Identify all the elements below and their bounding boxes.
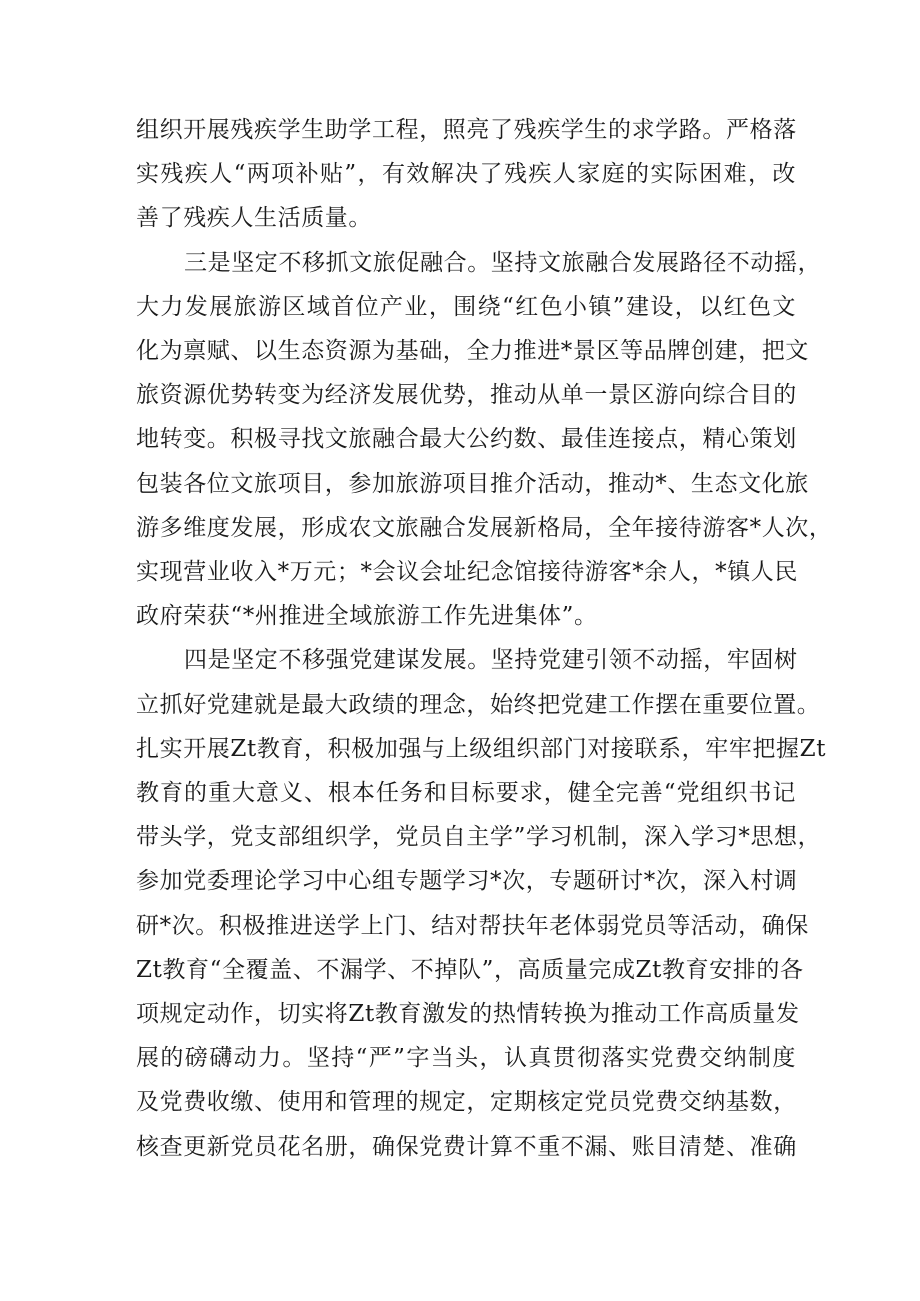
- text-line: 立抓好党建就是最大政绩的理念，始终把党建工作摆在重要位置。: [136, 691, 821, 718]
- text-line: 包装各位文旅项目，参加旅游项目推介活动，推动*、生态文化旅: [136, 470, 809, 497]
- paragraph-assistance-continuation: [136, 108, 796, 241]
- text-line: 扎实开展Zt教育，积极加强与上级组织部门对接联系，牢牢把握Zt: [136, 735, 827, 762]
- text-line: 大力发展旅游区域首位产业，围绕“红色小镇”建设，以红色文: [136, 293, 796, 320]
- text-line: 善了残疾人生活质量。: [136, 205, 372, 232]
- text-line: 研*次。积极推进送学上门、结对帮扶年老体弱党员等活动，确保: [136, 912, 809, 939]
- document-body: [136, 108, 833, 1169]
- text-line: 实残疾人“两项补贴”，有效解决了残疾人家庭的实际困难，改: [136, 161, 796, 188]
- text-line: 及党费收缴、使用和管理的规定，定期核定党员党费交纳基数，: [136, 1089, 797, 1116]
- text-line: 三是坚定不移抓文旅促融合。坚持文旅融合发展路径不动摇，: [184, 249, 822, 276]
- text-line: 旅资源优势转变为经济发展优势，推动从单一景区游向综合目的: [136, 382, 797, 409]
- text-line: 核查更新党员花名册，确保党费计算不重不漏、账目清楚、准确: [136, 1133, 797, 1160]
- text-line: 政府荣获“*州推进全域旅游工作先进集体”。: [136, 603, 598, 630]
- text-line: 教育的重大意义、根本任务和目标要求，健全完善“党组织书记: [136, 780, 796, 807]
- text-line: Zt教育“全覆盖、不漏学、不掉队”，高质量完成Zt教育安排的各: [136, 956, 804, 983]
- text-line: 展的磅礴动力。坚持“严”字当头，认真贯彻落实党费交纳制度: [136, 1045, 796, 1072]
- text-line: 参加党委理论学习中心组专题学习*次，专题研讨*次，深入村调: [136, 868, 798, 895]
- text-line: 化为禀赋、以生态资源为基础，全力推进*景区等品牌创建，把文: [136, 338, 809, 365]
- text-line: 带头学，党支部组织学，党员自主学”学习机制，深入学习*思想，: [136, 824, 822, 851]
- paragraph-cultural-tourism: [136, 241, 833, 639]
- text-line: 项规定动作，切实将Zt教育激发的热情转换为推动工作高质量发: [136, 1001, 800, 1028]
- text-line: 地转变。积极寻找文旅融合最大公约数、最佳连接点，精心策划: [136, 426, 797, 453]
- text-line: 游多维度发展，形成农文旅融合发展新格局，全年接待游客*人次，: [136, 514, 833, 541]
- text-line: 组织开展残疾学生助学工程，照亮了残疾学生的求学路。严格落: [136, 117, 797, 143]
- paragraph-party-building: [136, 638, 827, 1168]
- text-line: 四是坚定不移强党建谋发展。坚持党建引领不动摇，牢固树: [184, 647, 798, 674]
- text-line: 实现营业收入*万元；*会议会址纪念馆接待游客*余人，*镇人民: [136, 559, 798, 586]
